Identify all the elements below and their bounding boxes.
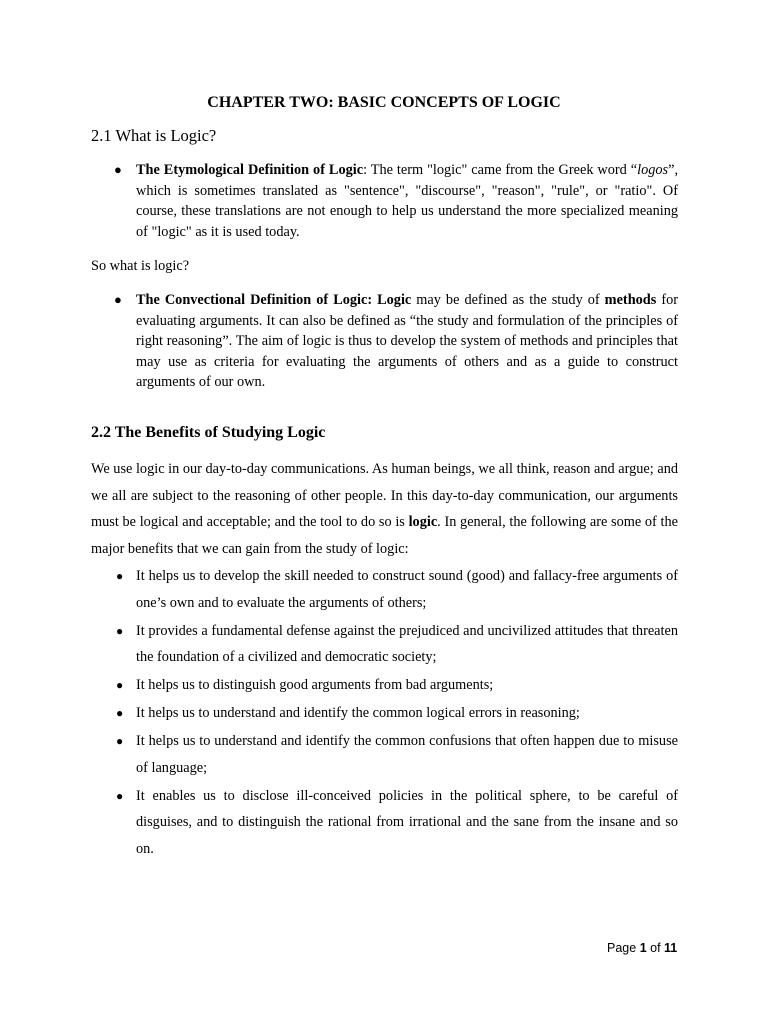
bullet-dot: ● — [116, 788, 124, 803]
bullet1-text-a: : The term "logic" came from the Greek word “ — [363, 162, 638, 178]
intro-text-b: . In general, the following are some of the major benefits that we can gain from the study of logic: — [91, 514, 678, 557]
bullet-dot: ● — [116, 734, 124, 748]
page-number-footer — [607, 941, 677, 955]
term-etymological: The Etymological Definition of Logic — [136, 162, 364, 178]
bullet-dot: ● — [114, 292, 122, 307]
list-item — [116, 700, 678, 727]
bullet-dot: ● — [116, 569, 124, 583]
term-conventional: The Convectional Definition of Logic: Logic — [136, 292, 412, 308]
benefit-text: It helps us to understand and identify the common confusions that often happen due to misuse of language; — [136, 733, 678, 776]
bullet2-text-b: for evaluating arguments. It can also be defined as “the study and formulation of the principles of right reasoning”. The aim of logic is thus to develop the system of methods and principles that may use as criteria for evaluating the arguments of others and as a guide to construct arguments of our own. — [136, 292, 679, 390]
term-methods: methods — [604, 292, 657, 308]
list-item — [116, 783, 678, 863]
footer-current-page: 1 — [639, 941, 647, 955]
term-logos: logos — [637, 162, 669, 178]
bullet1-text-b: ”, which is sometimes translated as "sentence", "discourse", "reason", "rule", or "ratio". Of course, these translations are not enough to help us understand the more specialized meaning of "logic" as it is used today. — [136, 162, 679, 240]
list-item — [116, 728, 678, 781]
footer-total-pages: 11 — [664, 941, 678, 955]
list-item — [116, 618, 678, 671]
section-heading-benefits: 2.2 The Benefits of Studying Logic — [91, 424, 326, 441]
bullet-dot: ● — [114, 162, 122, 177]
term-logic: logic — [408, 514, 438, 530]
benefits-intro-paragraph — [91, 456, 678, 562]
bullet-etymological-definition — [114, 160, 679, 242]
benefit-text: It enables us to disclose ill-conceived policies in the political sphere, to be careful of disguises, and to distinguish the rational from irrational and the sane from the insane and so on. — [136, 787, 678, 857]
bullet-dot: ● — [116, 706, 124, 720]
footer-of-word: of — [650, 941, 661, 955]
bullet-dot: ● — [116, 678, 124, 692]
benefit-text: It helps us to understand and identify the common logical errors in reasoning; — [136, 705, 580, 721]
list-item — [116, 563, 678, 616]
intro-text-a: We use logic in our day-to-day communications. As human beings, we all think, reason and argue; and we all are subject to the reasoning of other people. In this day-to-day communication, our arguments must be logical and acceptable; and the tool to do so is — [91, 461, 678, 530]
benefit-text: It helps us to develop the skill needed to construct sound (good) and fallacy-free arguments of one’s own and to evaluate the arguments of others; — [136, 568, 678, 611]
benefit-text: It helps us to distinguish good arguments from bad arguments; — [136, 677, 494, 693]
section-heading-what-is-logic: 2.1 What is Logic? — [91, 126, 217, 145]
question-text: So what is logic? — [91, 258, 190, 274]
benefits-list — [116, 563, 678, 864]
bullet-conventional-definition — [114, 290, 679, 393]
list-item — [116, 672, 678, 699]
bullet-dot: ● — [116, 623, 124, 638]
benefit-text: It provides a fundamental defense against the prejudiced and uncivilized attitudes that threaten the foundation of a civilized and democratic society; — [136, 622, 678, 665]
bullet2-text-a: may be defined as the study of — [411, 292, 605, 308]
footer-page-word: Page — [607, 941, 637, 955]
chapter-title: CHAPTER TWO: BASIC CONCEPTS OF LOGIC — [207, 94, 561, 111]
